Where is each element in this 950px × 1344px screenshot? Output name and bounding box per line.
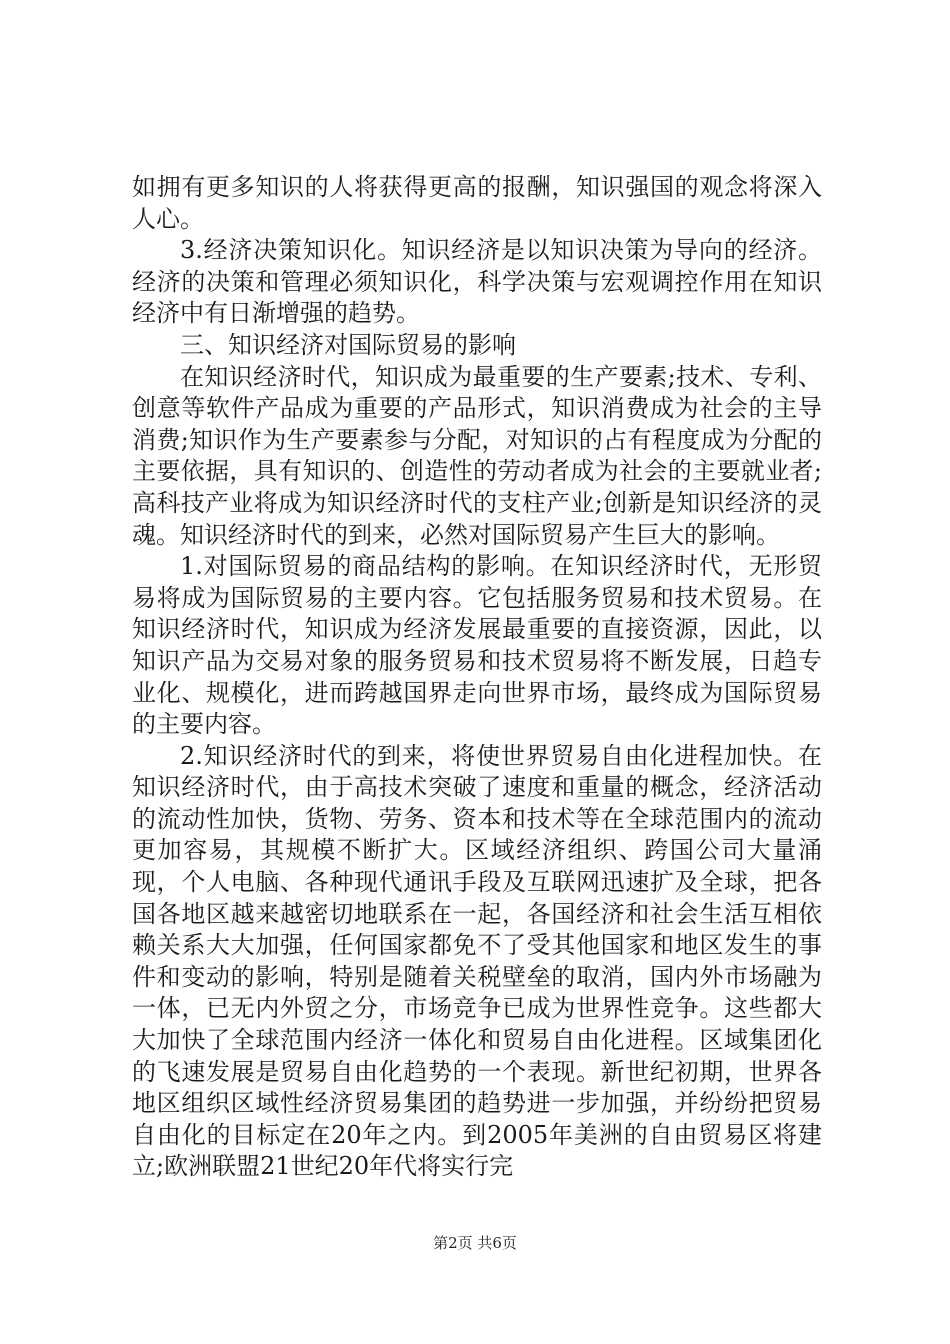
paragraph-trade-liberalization: 2.知识经济时代的到来，将使世界贸易自由化进程加快。在知识经济时代，由于高技术突破了速度和重量的概念，经济活动的流动性加快，货物、劳务、资本和技术等在全球范围内的流动更加容易，其规模不断扩大。区域经济组织、跨国公司大量涌现，个人电脑、各种现代通讯手段及互联网迅速扩及全球，把各国各地区越来越密切地联系在一起，各国经济和社会生活互相依赖关系大大加强，任何国家都免不了受其他国家和地区发生的事件和变动的影响，特别是随着关税壁垒的取消，国内外市场融为一体，已无内外贸之分，市场竞争已成为世界性竞争。这些都大大加快了全球范围内经济一体化和贸易自由化进程。区域集团化的飞速发展是贸易自由化趋势的一个表现。新世纪初期，世界各地区组织区域性经济贸易集团的趋势进一步加强，并纷纷把贸易自由化的目标定在20年之内。到2005年美洲的自由贸易区将建立;欧洲联盟21世纪20年代将实行完 [132,741,822,1181]
paragraph-knowledge-era: 在知识经济时代，知识成为最重要的生产要素;技术、专利、创意等软件产品成为重要的产品形式，知识消费成为社会的主导消费;知识作为生产要素参与分配，对知识的占有程度成为分配的主要依据，具有知识的、创造性的劳动者成为社会的主要就业者;高科技产业将成为知识经济时代的支柱产业;创新是知识经济的灵魂。知识经济时代的到来，必然对国际贸易产生巨大的影响。 [132,362,822,549]
section-heading: 三、知识经济对国际贸易的影响 [180,330,516,359]
document-body [132,172,822,1183]
paragraph-economic-decision: 3.经济决策知识化。知识经济是以知识决策为导向的经济。经济的决策和管理必须知识化，科学决策与宏观调控作用在知识经济中有日渐增强的趋势。 [132,236,822,328]
page-number-footer: 第2页 共6页 [433,1234,517,1252]
paragraph-continuation: 如拥有更多知识的人将获得更高的报酬，知识强国的观念将深入人心。 [132,173,822,233]
paragraph-commodity-structure: 1.对国际贸易的商品结构的影响。在知识经济时代，无形贸易将成为国际贸易的主要内容。它包括服务贸易和技术贸易。在知识经济时代，知识成为经济发展最重要的直接资源，因此，以知识产品为交易对象的服务贸易和技术贸易将不断发展，日趋专业化、规模化，进而跨越国界走向世界市场，最终成为国际贸易的主要内容。 [132,552,822,739]
